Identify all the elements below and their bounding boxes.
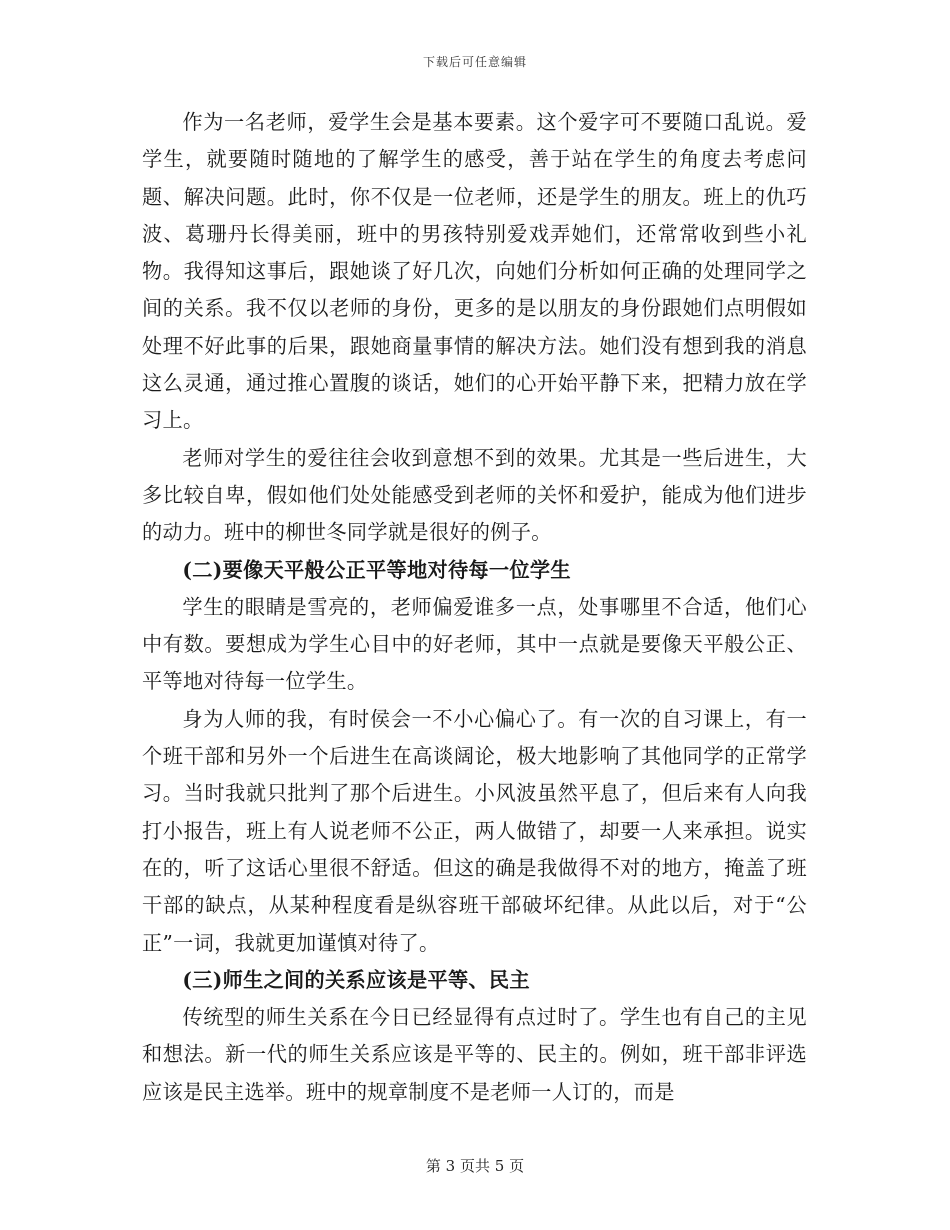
- document-body: [142, 104, 807, 1111]
- paragraph-4: 身为人师的我，有时侯会一不小心偏心了。有一次的自习课上，有一个班干部和另外一个后进生在高谈阔论，极大地影响了其他同学的正常学习。当时我就只批判了那个后进生。小风波虽然平息了，但后来有人向我打小报告，班上有人说老师不公正，两人做错了，却要一人来承担。说实在的，听了这话心里很不舒适。但这的确是我做得不对的地方，掩盖了班干部的缺点，从某种程度看是纵容班干部破坏纪律。从此以后，对于“公正”一词，我就更加谨慎对待了。: [142, 706, 807, 955]
- paragraph-3: 学生的眼睛是雪亮的，老师偏爱谁多一点，处事哪里不合适，他们心中有数。要想成为学生心目中的好老师，其中一点就是要像天平般公正、平等地对待每一位学生。: [142, 594, 807, 694]
- paragraph-5: 传统型的师生关系在今日已经显得有点过时了。学生也有自己的主见和想法。新一代的师生关系应该是平等的、民主的。例如，班干部非评选应该是民主选举。班中的规章制度不是老师一人订的，而是: [142, 1005, 807, 1104]
- section-heading-2: (二)要像天平般公正平等地对待每一位学生: [182, 557, 571, 582]
- paragraph-1: 作为一名老师，爱学生会是基本要素。这个爱字可不要随口乱说。爱学生，就要随时随地的了解学生的感受，善于站在学生的角度去考虑问题、解决问题。此时，你不仅是一位老师，还是学生的朋友。班上的仇巧波、葛珊丹长得美丽，班中的男孩特别爱戏弄她们，还常常收到些小礼物。我得知这事后，跟她谈了好几次，向她们分析如何正确的处理同学之间的关系。我不仅以老师的身份，更多的是以朋友的身份跟她们点明假如处理不好此事的后果，跟她商量事情的解决方法。她们没有想到我的消息这么灵通，通过推心置腹的谈话，她们的心开始平静下来，把精力放在学习上。: [142, 110, 807, 433]
- paragraph-2: 老师对学生的爱往往会收到意想不到的效果。尤其是一些后进生，大多比较自卑，假如他们处处能感受到老师的关怀和爱护，能成为他们进步的动力。班中的柳世冬同学就是很好的例子。: [142, 445, 807, 545]
- section-heading-3: (三)师生之间的关系应该是平等、民主: [182, 967, 530, 992]
- page-header: 下载后可任意编辑: [422, 55, 527, 69]
- page-footer: 第 3 页共 5 页: [425, 1157, 525, 1175]
